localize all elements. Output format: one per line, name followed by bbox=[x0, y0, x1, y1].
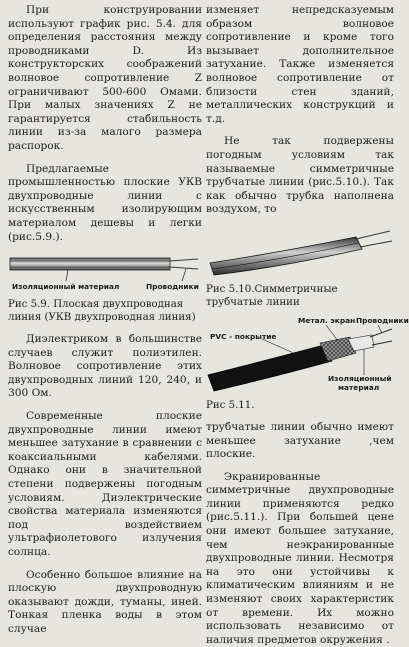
paragraph-tubular-attenuation: трубчатые линии обычно имеют меньшее затухание ,чем плоские. bbox=[206, 420, 394, 461]
label-insulation-2: материал bbox=[338, 382, 380, 392]
label-conductors-shielded: Проводники bbox=[356, 315, 409, 325]
paragraph-flat-lines-intro: Предлагаемые промышленностью плоские УКВ двухпроводные линии с искусственным изолирующим материалом дешевы и легки (рис.5.9.). bbox=[8, 162, 202, 243]
paragraph-tubular-lines: Не так подвержены погодным условиям так называемые симметричные трубчатые линии (рис.5.10.). Так как обычно трубка наполнена воздухом, то bbox=[206, 135, 394, 216]
paragraph-modern-lines: Современные плоские двухпроводные линии имеют меньшее затухание в сравнении с коаксиальными кабелями. Однако они в значительной степени подвержены погодным условиям. Диэлектрические свойства материала изменяются под воздействием ультрафиолетового излучения солнца. bbox=[8, 410, 202, 558]
figure-5-10 bbox=[206, 223, 394, 281]
paragraph-dielectric: Диэлектриком в большинстве случаев служит полиэтилен. Волновое сопротивление этих двухпроводных линий 120, 240, и 300 Ом. bbox=[8, 333, 202, 400]
caption-fig-5-11: Рис 5.11. bbox=[206, 399, 255, 411]
paragraph-weather-influence: Особенно большое влияние на плоскую двухпроводную оказывают дожди, туманы, иней. Тонкая пленка воды в этом случае bbox=[8, 568, 202, 635]
caption-fig-5-10: Рис 5.10.Симметричные трубчатые линии bbox=[206, 283, 338, 308]
left-column bbox=[8, 4, 202, 637]
paragraph-continuation: изменяет непредсказуемым образом волновое сопротивление и кроме того вызывает дополнительное затухание. Также изменяется волновое сопротивление от близости стен зданий, металлических конструкций и т.д. bbox=[206, 4, 394, 125]
paragraph-shielded-lines: Экранированные симметричные двухпроводные линии применяются редко (рис.5.11.). При большей цене они имеют большее затухание, чем неэкранированные двухпроводные линии. Несмотря на это они устойчивы к климатическим влияниям и не изменяют своих характеристик от времени. Их можно использовать независимо от наличия предметов окружения . bbox=[206, 470, 394, 646]
flat-twin-lead-illustration bbox=[8, 250, 202, 282]
tubular-line-illustration bbox=[206, 223, 394, 281]
label-pvc-coating: PVC - покрытие bbox=[210, 331, 277, 341]
figure-5-9 bbox=[8, 250, 202, 296]
right-column bbox=[206, 4, 409, 647]
label-metal-shield: Метал. экран bbox=[298, 315, 356, 325]
figure-5-11 bbox=[206, 315, 409, 397]
label-conductors: Проводники bbox=[146, 282, 199, 292]
label-insulation-1: Изоляционный bbox=[328, 373, 392, 383]
label-insulation-material: Изоляционный материал bbox=[12, 282, 120, 292]
paragraph-design-graph: При конструировании используют график рис. 5.4. для определения расстояния между проводниками D. Из конструкторских соображений волновое сопротивление Z ограничивают 500-600 Омами. При малых значениях Z не гарантируется стабильность линии из-за малого размера распорок. bbox=[8, 4, 202, 152]
caption-fig-5-9: Рис 5.9. Плоская двухпроводная линия (УКВ двухпроводная линия) bbox=[8, 299, 196, 324]
